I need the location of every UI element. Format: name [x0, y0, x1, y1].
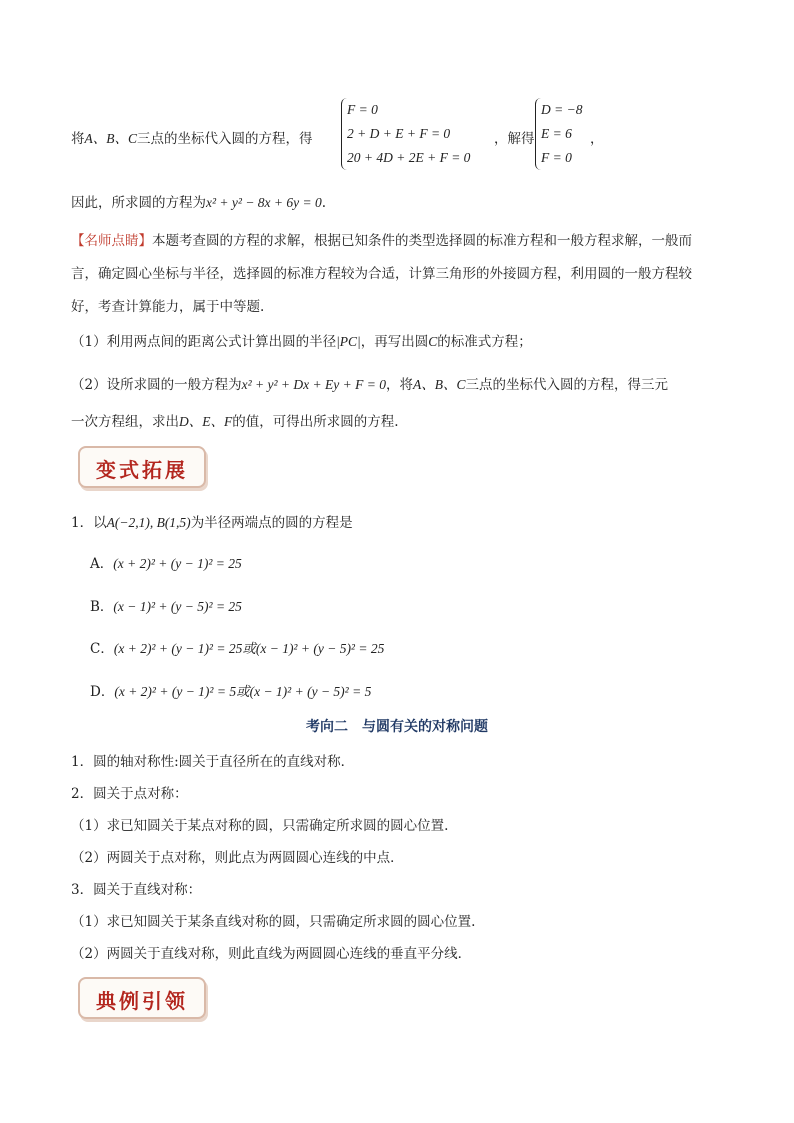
solution-intro: 将A、B、C三点的坐标代入圆的方程，得 [71, 131, 313, 147]
sym-line-5: 3．圆关于直线对称： [71, 882, 202, 898]
question-stem: 1．以A(−2,1), B(1,5)为半径两端点的圆的方程是 [71, 515, 353, 531]
option-c: C．(x + 2)² + (y − 1)² = 25或(x − 1)² + (y − 5)² = 25 [90, 641, 385, 657]
step-2-line-1: （2）设所求圆的一般方程为x² + y² + Dx + Ey + F = 0，将A、B、C三点的坐标代入圆的方程，得三元 [71, 377, 668, 393]
section-title: 考向二 与圆有关的对称问题 [306, 719, 488, 735]
sym-line-6: （1）求已知圆关于某条直线对称的圆，只需确定所求圆的圆心位置. [71, 914, 476, 930]
step-1: （1）利用两点间的距离公式计算出圆的半径|PC|，再写出圆C的标准式方程； [71, 334, 532, 350]
conclusion: 因此，所求圆的方程为x² + y² − 8x + 6y = 0. [71, 195, 327, 211]
sym-line-3: （1）求已知圆关于某点对称的圆，只需确定所求圆的圆心位置. [71, 818, 449, 834]
sym-line-2: 2．圆关于点对称： [71, 786, 188, 802]
section-banner-variant: 变式拓展 [78, 446, 206, 488]
sym-line-4: （2）两圆关于点对称，则此点为两圆圆心连线的中点． [71, 850, 404, 866]
equation-system-1: F = 0 2 + D + E + F = 0 20 + 4D + 2E + F = 0 [341, 98, 470, 170]
step-2-line-2: 一次方程组，求出D、E、F的值，可得出所求圆的方程. [71, 414, 399, 430]
option-b: B．(x − 1)² + (y − 5)² = 25 [90, 599, 242, 615]
tip-line-3: 好，考查计算能力，属于中等题. [71, 299, 265, 315]
sym-line-1: 1．圆的轴对称性:圆关于直径所在的直线对称． [71, 754, 355, 770]
option-a: A．(x + 2)² + (y − 1)² = 25 [90, 556, 242, 572]
tip-line-2: 言，确定圆心坐标与半径，选择圆的标准方程较为合适，计算三角形的外接圆方程，利用圆的一般方程较 [71, 266, 692, 282]
tip-line-1: 【名师点睛】本题考查圆的方程的求解，根据已知条件的类型选择圆的标准方程和一般方程求解，一般而 [71, 233, 692, 249]
solve-label: ，解得 [494, 131, 535, 147]
option-d: D．(x + 2)² + (y − 1)² = 5或(x − 1)² + (y − 5)² = 5 [90, 684, 372, 700]
section-banner-examples: 典例引领 [78, 977, 206, 1019]
equation-system-2: D = −8 E = 6 F = 0 [535, 98, 582, 170]
solve-end: ， [590, 131, 604, 147]
tip-label: 【名师点睛】 [71, 233, 152, 249]
sym-line-7: （2）两圆关于直线对称，则此直线为两圆圆心连线的垂直平分线． [71, 946, 472, 962]
